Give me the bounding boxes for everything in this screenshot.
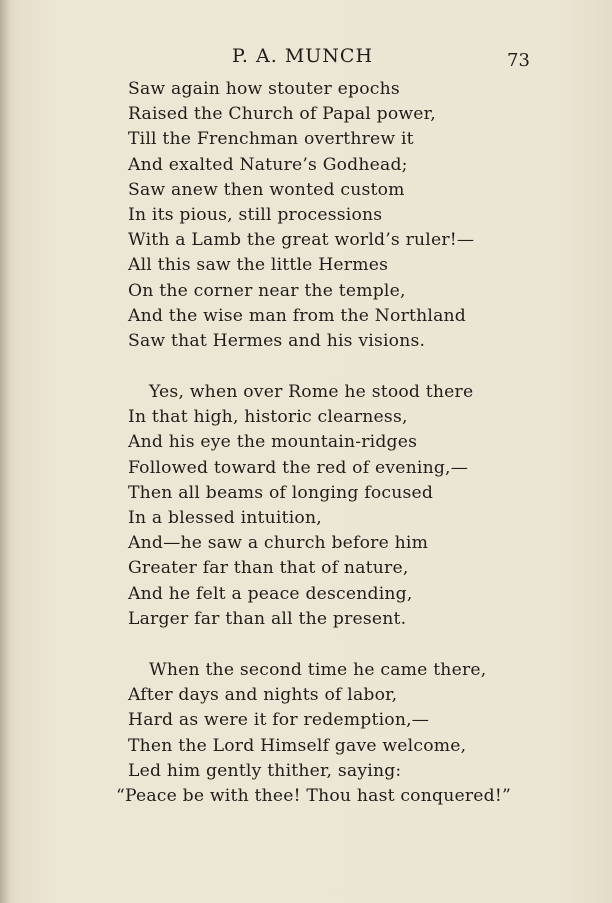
poem-line: Saw anew then wonted custom xyxy=(128,179,405,200)
poem-line: Larger far than all the present. xyxy=(128,608,407,629)
poem-line: Yes, when over Rome he stood there xyxy=(149,382,474,403)
poem-line: On the corner near the temple, xyxy=(128,280,406,301)
poem-line: And—he saw a church before him xyxy=(128,533,429,554)
poem-line: And he felt a peace descending, xyxy=(128,583,413,604)
poem-line: And his eye the mountain-ridges xyxy=(128,432,418,453)
poem-line: “Peace be with thee! Thou hast conquered!” xyxy=(116,785,511,806)
running-head xyxy=(0,40,612,70)
stanza-3 xyxy=(0,658,612,809)
poem-line: Then the Lord Himself gave welcome, xyxy=(128,735,467,756)
poem-line: Saw that Hermes and his visions. xyxy=(128,330,426,351)
stanza-2 xyxy=(0,380,612,632)
poem-line: In a blessed intuition, xyxy=(128,508,322,528)
poem-line: Raised the Church of Papal power, xyxy=(128,104,436,125)
poem-line: Greater far than that of nature, xyxy=(128,558,409,579)
poem-line: All this saw the little Hermes xyxy=(128,255,389,276)
poem-line: Then all beams of longing focused xyxy=(128,482,434,503)
poem-body xyxy=(0,77,612,809)
poem-line: Saw again how stouter epochs xyxy=(128,79,400,99)
poem-line: Led him gently thither, saying: xyxy=(128,760,402,781)
poem-line: Followed toward the red of evening,— xyxy=(128,457,469,478)
poem-line: Hard as were it for redemption,— xyxy=(128,710,430,731)
poem-line: With a Lamb the great world’s ruler!— xyxy=(128,230,475,251)
poem-line: Till the Frenchman overthrew it xyxy=(128,129,414,150)
poem-line: In its pious, still processions xyxy=(128,204,383,225)
running-head-title: P. A. MUNCH xyxy=(232,45,374,67)
stanza-break xyxy=(0,632,612,658)
poem-line: And exalted Nature’s Godhead; xyxy=(128,154,408,175)
poem-line: In that high, historic clearness, xyxy=(128,407,408,428)
poem-line: When the second time he came there, xyxy=(149,659,487,680)
stanza-break xyxy=(0,354,612,380)
poem-line: And the wise man from the Northland xyxy=(128,305,466,326)
poem-line: After days and nights of labor, xyxy=(128,685,398,706)
page-number: 73 xyxy=(507,50,530,71)
stanza-1 xyxy=(0,77,612,354)
